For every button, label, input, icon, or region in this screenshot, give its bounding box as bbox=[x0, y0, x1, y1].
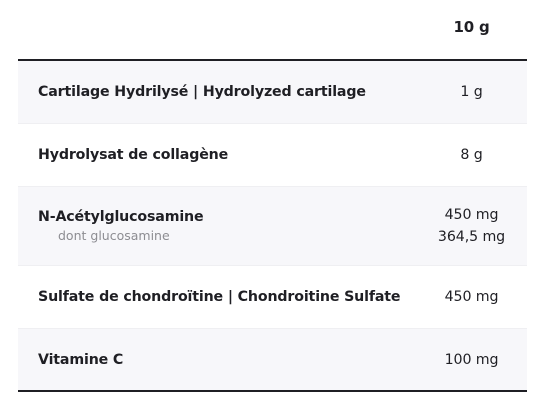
ingredient-value-cell bbox=[444, 266, 499, 328]
ingredient-value: 100 mg bbox=[444, 351, 499, 368]
nutrition-table bbox=[18, 0, 527, 392]
ingredient-value: 1 g bbox=[460, 84, 483, 100]
ingredient-name: Vitamine C bbox=[38, 351, 124, 368]
ingredient-value-cell bbox=[460, 124, 483, 186]
table-row bbox=[18, 61, 527, 124]
ingredient-value: 450 mg bbox=[444, 289, 499, 305]
ingredient-value-cell bbox=[444, 329, 499, 390]
ingredient-value: 8 g bbox=[460, 147, 483, 163]
ingredient-name: Cartilage Hydrilysé | Hydrolyzed cartilage bbox=[38, 84, 366, 100]
table-row bbox=[18, 124, 527, 187]
ingredient-value-cell bbox=[437, 187, 506, 265]
ingredient-value: 450 mg bbox=[444, 207, 499, 223]
table-header bbox=[18, 0, 527, 61]
table-row bbox=[18, 329, 527, 392]
ingredient-subname: dont glucosamine bbox=[58, 228, 170, 243]
ingredient-subvalue: 364,5 mg bbox=[437, 229, 506, 245]
ingredient-name: Hydrolysat de collagène bbox=[38, 147, 229, 163]
serving-amount-header: 10 g bbox=[453, 18, 490, 36]
ingredient-name: N-Acétylglucosamine bbox=[38, 209, 204, 225]
table-row bbox=[18, 187, 527, 266]
table-row bbox=[18, 266, 527, 329]
ingredient-name: Sulfate de chondroïtine | Chondroitine Sulfate bbox=[38, 289, 401, 305]
ingredient-value-cell bbox=[460, 61, 483, 123]
